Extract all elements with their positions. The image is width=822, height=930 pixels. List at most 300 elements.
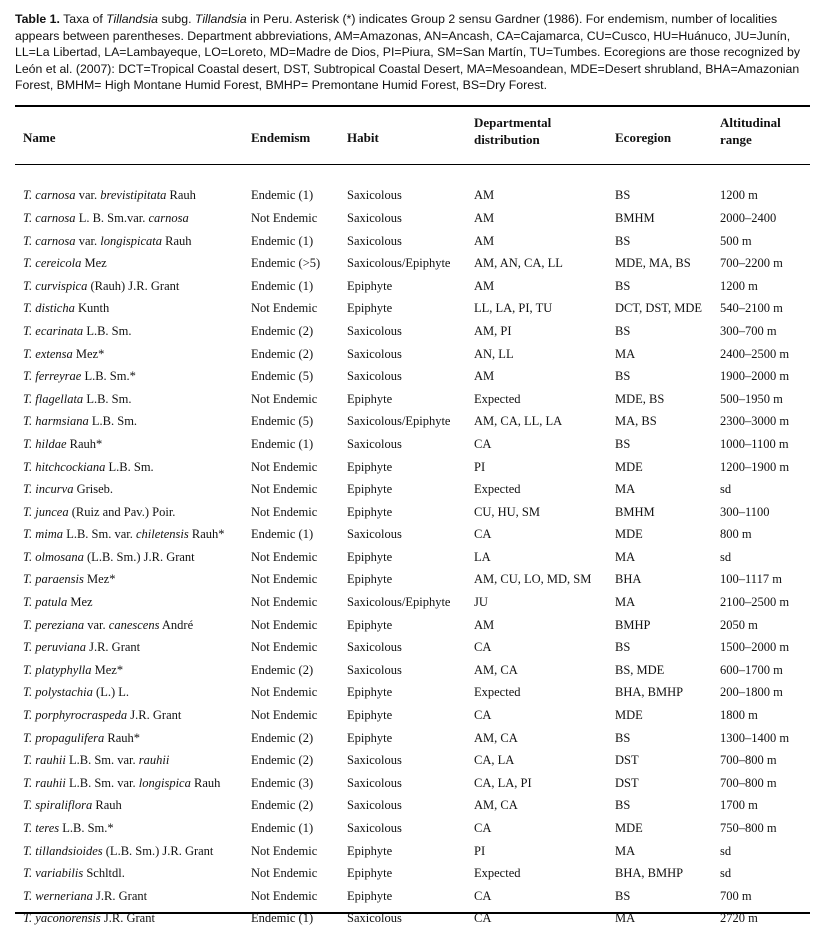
habit-cell: Saxicolous xyxy=(347,527,402,542)
taxon-epithet: T. variabilis xyxy=(23,866,84,881)
endemism-cell: Not Endemic xyxy=(251,888,318,903)
taxon-name-cell xyxy=(15,207,243,230)
altitude-cell: 2720 m xyxy=(720,911,758,926)
endemism-cell: Not Endemic xyxy=(251,595,318,610)
taxon-epithet: T. tillandsioides xyxy=(23,843,103,858)
altitude-cell: 1900–2000 m xyxy=(720,369,790,384)
taxon-name-cell xyxy=(15,433,243,456)
altitude-cell: 500–1950 m xyxy=(720,391,783,406)
taxon-epithet: T. carnosa xyxy=(23,210,76,225)
habit-cell: Saxicolous xyxy=(347,188,402,203)
endemism-cell: Endemic (1) xyxy=(251,188,314,203)
taxon-name-cell xyxy=(15,862,243,885)
endemism-cell: Endemic (2) xyxy=(251,753,314,768)
table-row xyxy=(15,795,810,818)
endemism-cell: Not Endemic xyxy=(251,843,318,858)
table-row xyxy=(15,433,810,456)
endemism-cell: Endemic (>5) xyxy=(251,256,321,271)
taxon-name-cell xyxy=(15,456,243,479)
taxon-name-cell xyxy=(15,524,243,547)
distribution-cell: LL, LA, PI, TU xyxy=(474,301,553,316)
taxon-name-cell xyxy=(15,682,243,705)
caption-text-b: subg. xyxy=(158,12,195,26)
endemism-cell: Endemic (2) xyxy=(251,662,314,677)
ecoregion-cell: MDE, BS xyxy=(615,391,665,406)
endemism-cell: Not Endemic xyxy=(251,866,318,881)
ecoregion-cell: MDE, MA, BS xyxy=(615,256,691,271)
habit-cell: Saxicolous xyxy=(347,210,402,225)
habit-cell: Epiphyte xyxy=(347,549,393,564)
taxon-authority: J.R. Grant xyxy=(92,888,148,903)
endemism-cell: Not Endemic xyxy=(251,504,318,519)
habit-cell: Saxicolous xyxy=(347,775,402,790)
altitude-cell: 300–700 m xyxy=(720,323,777,338)
taxon-epithet: T. extensa xyxy=(23,346,73,361)
taxon-name-cell xyxy=(15,885,243,908)
table-row xyxy=(15,388,810,411)
ecoregion-cell: MA xyxy=(615,346,636,361)
table-row xyxy=(15,636,810,659)
taxon-epithet: T. paraensis xyxy=(23,572,84,587)
distribution-cell: PI xyxy=(474,459,486,474)
altitude-cell: 2300–3000 m xyxy=(720,414,790,429)
habit-cell: Saxicolous xyxy=(347,346,402,361)
ecoregion-cell: BS, MDE xyxy=(615,662,665,677)
taxon-epithet: T. werneriana xyxy=(23,888,93,903)
habit-cell: Epiphyte xyxy=(347,391,393,406)
altitude-cell: 2400–2500 m xyxy=(720,346,790,361)
table-row xyxy=(15,727,810,750)
endemism-cell: Not Endemic xyxy=(251,617,318,632)
habit-cell: Saxicolous xyxy=(347,323,402,338)
ecoregion-cell: BS xyxy=(615,730,631,745)
ecoregion-cell: BHA, BMHP xyxy=(615,866,684,881)
endemism-cell: Not Endemic xyxy=(251,549,318,564)
taxon-name-cell xyxy=(15,908,243,930)
habit-cell: Epiphyte xyxy=(347,685,393,700)
table-row xyxy=(15,230,810,253)
ecoregion-cell: DCT, DST, MDE xyxy=(615,301,703,316)
table-row xyxy=(15,614,810,637)
taxon-authority: Rauh xyxy=(166,188,196,203)
table-row xyxy=(15,501,810,524)
endemism-cell: Not Endemic xyxy=(251,301,318,316)
distribution-cell: AM xyxy=(474,278,495,293)
taxon-name-cell xyxy=(15,840,243,863)
ecoregion-cell: MA xyxy=(615,843,636,858)
table-row xyxy=(15,343,810,366)
distribution-cell: AM xyxy=(474,188,495,203)
habit-cell: Epiphyte xyxy=(347,843,393,858)
habit-cell: Saxicolous xyxy=(347,911,402,926)
distribution-cell: LA xyxy=(474,549,491,564)
distribution-cell: CA xyxy=(474,527,492,542)
table-top-rule xyxy=(15,105,810,107)
ecoregion-cell: BS xyxy=(615,798,631,813)
altitude-cell: 500 m xyxy=(720,233,752,248)
ecoregion-cell: BS xyxy=(615,323,631,338)
taxon-epithet: T. curvispica xyxy=(23,278,88,293)
distribution-cell: Expected xyxy=(474,866,521,881)
taxon-authority: André xyxy=(159,617,194,632)
header-endemism: Endemism xyxy=(251,130,311,145)
altitude-cell: 750–800 m xyxy=(720,821,777,836)
altitude-cell: 540–2100 m xyxy=(720,301,783,316)
taxon-authority: Rauh* xyxy=(66,436,103,451)
taxon-authority: J.R. Grant xyxy=(100,911,155,926)
altitude-cell: 1800 m xyxy=(720,708,758,723)
taxon-authority: L.B. Sm. var. xyxy=(65,775,139,790)
taxon-authority: Rauh* xyxy=(188,527,225,542)
altitude-cell: 700–800 m xyxy=(720,753,777,768)
distribution-cell: AM xyxy=(474,210,495,225)
ecoregion-cell: BMHM xyxy=(615,210,655,225)
taxon-authority: L.B. Sm. xyxy=(83,391,132,406)
distribution-cell: Expected xyxy=(474,391,521,406)
taxon-name-cell xyxy=(15,546,243,569)
taxon-authority: Kunth xyxy=(74,301,110,316)
habit-cell: Saxicolous/Epiphyte xyxy=(347,414,451,429)
taxon-epithet: T. hildae xyxy=(23,436,67,451)
taxon-epithet: T. harmsiana xyxy=(23,414,89,429)
taxon-authority: L. B. Sm.var. xyxy=(75,210,149,225)
habit-cell: Epiphyte xyxy=(347,617,393,632)
taxon-name-cell xyxy=(15,772,243,795)
taxon-epithet: T. carnosa xyxy=(23,188,76,203)
spacer-cell xyxy=(15,162,810,185)
taxon-name-cell xyxy=(15,749,243,772)
endemism-cell: Endemic (1) xyxy=(251,911,314,926)
taxon-authority: Rauh* xyxy=(104,730,141,745)
taxon-authority: (L.) L. xyxy=(92,685,130,700)
altitude-cell: 300–1100 xyxy=(720,504,770,519)
altitude-cell: 700 m xyxy=(720,888,752,903)
endemism-cell: Endemic (2) xyxy=(251,346,314,361)
endemism-cell: Not Endemic xyxy=(251,685,318,700)
altitude-cell: 1200 m xyxy=(720,188,758,203)
table-row xyxy=(15,478,810,501)
ecoregion-cell: MA, BS xyxy=(615,414,657,429)
taxon-name-cell xyxy=(15,230,243,253)
ecoregion-cell: MDE xyxy=(615,821,643,836)
taxon-epithet: T. pereziana xyxy=(23,617,85,632)
distribution-cell: AM xyxy=(474,233,495,248)
ecoregion-cell: DST xyxy=(615,753,639,768)
taxon-name-cell xyxy=(15,704,243,727)
caption-subgenus: Tillandsia xyxy=(194,12,247,26)
distribution-cell: CA xyxy=(474,888,492,903)
table-row xyxy=(15,298,810,321)
taxon-authority: Rauh xyxy=(162,233,192,248)
taxon-epithet: T. platyphylla xyxy=(23,662,92,677)
table-body xyxy=(15,162,810,930)
ecoregion-cell: BS xyxy=(615,369,631,384)
taxon-authority: L.B. Sm. xyxy=(88,414,138,429)
table-row xyxy=(15,682,810,705)
taxon-authority: var. xyxy=(84,617,109,632)
taxon-authority: Rauh xyxy=(190,775,221,790)
taxon-name-cell xyxy=(15,343,243,366)
endemism-cell: Not Endemic xyxy=(251,572,318,587)
endemism-cell: Endemic (1) xyxy=(251,436,314,451)
taxon-name-cell xyxy=(15,365,243,388)
table-row xyxy=(15,252,810,275)
distribution-cell: AM, CA, LL, LA xyxy=(474,414,563,429)
habit-cell: Epiphyte xyxy=(347,888,393,903)
ecoregion-cell: BS xyxy=(615,436,631,451)
endemism-cell: Not Endemic xyxy=(251,210,318,225)
endemism-cell: Not Endemic xyxy=(251,640,318,655)
taxon-name-cell xyxy=(15,636,243,659)
ecoregion-cell: MDE xyxy=(615,708,643,723)
taxon-epithet: T. olmosana xyxy=(23,549,84,564)
habit-cell: Saxicolous/Epiphyte xyxy=(347,256,451,271)
taxon-authority: Mez* xyxy=(72,346,105,361)
taxon-epithet: T. ferreyrae xyxy=(23,369,82,384)
habit-cell: Epiphyte xyxy=(347,504,393,519)
table-row xyxy=(15,840,810,863)
taxon-epithet: T. carnosa xyxy=(23,233,76,248)
header-row xyxy=(15,114,810,162)
table-row xyxy=(15,456,810,479)
distribution-cell: CA xyxy=(474,708,492,723)
taxon-epithet: T. polystachia xyxy=(23,685,93,700)
taxon-epithet: T. flagellata xyxy=(23,391,84,406)
taxon-epithet: T. disticha xyxy=(23,301,75,316)
endemism-cell: Endemic (2) xyxy=(251,730,314,745)
taxon-name-cell xyxy=(15,817,243,840)
taxon-name-cell xyxy=(15,727,243,750)
taxon-epithet: T. hitchcockiana xyxy=(23,459,106,474)
taxon-authority: J.R. Grant xyxy=(127,708,182,723)
distribution-cell: Expected xyxy=(474,482,521,497)
distribution-cell: CA xyxy=(474,821,492,836)
taxon-authority: (Rauh) J.R. Grant xyxy=(87,278,180,293)
altitude-cell: sd xyxy=(720,549,732,564)
taxon-epithet: T. ecarinata xyxy=(23,323,84,338)
taxon-name-cell xyxy=(15,478,243,501)
taxon-authority: (L.B. Sm.) J.R. Grant xyxy=(83,549,195,564)
habit-cell: Saxicolous xyxy=(347,369,402,384)
ecoregion-cell: MA xyxy=(615,911,636,926)
taxon-authority: L.B. Sm. var. xyxy=(63,527,136,542)
endemism-cell: Not Endemic xyxy=(251,708,318,723)
altitude-cell: 2000–2400 xyxy=(720,210,777,225)
taxon-authority: L.B. Sm.* xyxy=(59,821,114,836)
altitude-cell: sd xyxy=(720,482,732,497)
table-row xyxy=(15,704,810,727)
taxon-authority: L.B. Sm. xyxy=(105,459,154,474)
taxon-authority: L.B. Sm. var. xyxy=(65,753,139,768)
taxon-epithet: carnosa xyxy=(148,210,189,225)
table-row xyxy=(15,749,810,772)
taxon-authority: var. xyxy=(75,233,101,248)
taxon-name-cell xyxy=(15,275,243,298)
endemism-cell: Endemic (5) xyxy=(251,369,314,384)
distribution-cell: CA xyxy=(474,640,492,655)
caption-genus: Tillandsia xyxy=(106,12,158,26)
endemism-cell: Endemic (1) xyxy=(251,821,314,836)
taxon-name-cell xyxy=(15,388,243,411)
ecoregion-cell: BMHP xyxy=(615,617,651,632)
taxon-epithet: T. rauhii xyxy=(23,775,66,790)
distribution-cell: AM, CU, LO, MD, SM xyxy=(474,572,592,587)
caption-text-c: in Peru. Asterisk (*) indicates Group 2 sensu Gardner (1986). For endemism, number of localities appears between parentheses. Department abbreviations, AM=Amazonas, AN=Ancash, CA=Cajamarca, CU=Cusco, HU=Huánuco, JU=Junín, LL=La Libertad, LA=Lambayeque, LO=Loreto, MD=Madre de Dios, PI=Piura, SM=San Martín, TU=Tumbes. Ecoregions are those recognized by León et al. (2007): DCT=Tropical Coastal desert, DST, Subtropical Coastal Desert, MA=Mesoandean, MDE=Desert shrubland, BHA=Amazonian Forest, BMHM= High Montane Humid Forest, BMHP= Premontane Humid Forest, BS=Dry Forest. xyxy=(15,12,801,93)
habit-cell: Saxicolous xyxy=(347,753,402,768)
endemism-cell: Not Endemic xyxy=(251,391,318,406)
taxon-name-cell xyxy=(15,298,243,321)
ecoregion-cell: BS xyxy=(615,188,631,203)
ecoregion-cell: MA xyxy=(615,595,636,610)
table-row xyxy=(15,591,810,614)
habit-cell: Saxicolous xyxy=(347,821,402,836)
habit-cell: Epiphyte xyxy=(347,482,393,497)
taxon-epithet: T. teres xyxy=(23,821,60,836)
table-row xyxy=(15,411,810,434)
taxon-authority: Mez* xyxy=(91,662,124,677)
taxon-name-cell xyxy=(15,614,243,637)
endemism-cell: Endemic (1) xyxy=(251,527,314,542)
header-altitudinal-range: Altitudinal range xyxy=(720,115,781,147)
table-row xyxy=(15,862,810,885)
altitude-cell: 1200–1900 m xyxy=(720,459,790,474)
taxon-epithet: T. porphyrocraspeda xyxy=(23,708,128,723)
taxon-epithet: brevistipitata xyxy=(100,188,167,203)
habit-cell: Saxicolous/Epiphyte xyxy=(347,595,451,610)
taxon-epithet: longispicata xyxy=(100,233,163,248)
body-spacer xyxy=(15,162,810,185)
taxon-epithet: T. juncea xyxy=(23,504,69,519)
altitude-cell: 800 m xyxy=(720,527,752,542)
header-departmental-distribution: Departmental distribution xyxy=(474,115,552,147)
taxon-name-cell xyxy=(15,501,243,524)
taxon-authority: Mez xyxy=(67,595,93,610)
endemism-cell: Endemic (5) xyxy=(251,414,314,429)
altitude-cell: 700–2200 m xyxy=(720,256,783,271)
taxon-epithet: T. cereicola xyxy=(23,256,82,271)
ecoregion-cell: BHA, BMHP xyxy=(615,685,684,700)
table-row xyxy=(15,275,810,298)
taxon-authority: Schltdl. xyxy=(83,866,125,881)
taxon-authority: Mez xyxy=(81,256,107,271)
taxon-authority: J.R. Grant xyxy=(85,640,141,655)
table-row xyxy=(15,817,810,840)
distribution-cell: JU xyxy=(474,595,488,610)
ecoregion-cell: BS xyxy=(615,278,631,293)
distribution-cell: AM, PI xyxy=(474,323,512,338)
taxon-name-cell xyxy=(15,659,243,682)
altitude-cell: 1300–1400 m xyxy=(720,730,790,745)
table-row xyxy=(15,185,810,208)
distribution-cell: AM, CA xyxy=(474,662,518,677)
distribution-cell: AM, AN, CA, LL xyxy=(474,256,563,271)
taxon-name-cell xyxy=(15,569,243,592)
table-row xyxy=(15,659,810,682)
altitude-cell: 1000–1100 m xyxy=(720,436,789,451)
table-header xyxy=(15,114,810,162)
habit-cell: Saxicolous xyxy=(347,233,402,248)
taxon-authority: Mez* xyxy=(83,572,116,587)
habit-cell: Epiphyte xyxy=(347,572,393,587)
altitude-cell: 700–800 m xyxy=(720,775,777,790)
taxon-epithet: T. rauhii xyxy=(23,753,66,768)
table-row xyxy=(15,885,810,908)
table-row xyxy=(15,524,810,547)
taxon-epithet: chiletensis xyxy=(135,527,189,542)
header-ecoregion: Ecoregion xyxy=(615,130,672,145)
ecoregion-cell: MA xyxy=(615,549,636,564)
table-row xyxy=(15,320,810,343)
taxon-epithet: T. patula xyxy=(23,595,68,610)
taxon-epithet: T. spiraliflora xyxy=(23,798,93,813)
altitude-cell: 1200 m xyxy=(720,278,758,293)
table-row xyxy=(15,365,810,388)
ecoregion-cell: BS xyxy=(615,640,631,655)
taxon-epithet: T. incurva xyxy=(23,482,74,497)
altitude-cell: 600–1700 m xyxy=(720,662,783,677)
ecoregion-cell: BHA xyxy=(615,572,642,587)
altitude-cell: 1700 m xyxy=(720,798,758,813)
taxon-epithet: T. peruviana xyxy=(23,640,86,655)
distribution-cell: AM, CA xyxy=(474,798,518,813)
habit-cell: Epiphyte xyxy=(347,301,393,316)
distribution-cell: CA, LA, PI xyxy=(474,775,532,790)
distribution-cell: AN, LL xyxy=(474,346,514,361)
taxon-name-cell xyxy=(15,591,243,614)
taxon-epithet: longispica xyxy=(138,775,191,790)
taxon-name-cell xyxy=(15,252,243,275)
header-habit: Habit xyxy=(347,130,379,145)
distribution-cell: CA, LA xyxy=(474,753,515,768)
altitude-cell: 2050 m xyxy=(720,617,758,632)
habit-cell: Saxicolous xyxy=(347,662,402,677)
endemism-cell: Endemic (1) xyxy=(251,233,314,248)
table-row xyxy=(15,772,810,795)
table-row xyxy=(15,207,810,230)
endemism-cell: Endemic (2) xyxy=(251,323,314,338)
taxa-table xyxy=(15,114,810,930)
distribution-cell: AM, CA xyxy=(474,730,518,745)
ecoregion-cell: BMHM xyxy=(615,504,655,519)
taxon-authority: (Ruiz and Pav.) Poir. xyxy=(68,504,176,519)
altitude-cell: 2100–2500 m xyxy=(720,595,790,610)
habit-cell: Saxicolous xyxy=(347,436,402,451)
table-row xyxy=(15,546,810,569)
ecoregion-cell: MDE xyxy=(615,459,643,474)
altitude-cell: 1500–2000 m xyxy=(720,640,790,655)
distribution-cell: CA xyxy=(474,436,492,451)
endemism-cell: Endemic (3) xyxy=(251,775,314,790)
distribution-cell: CU, HU, SM xyxy=(474,504,540,519)
caption-text-a: Taxa of xyxy=(59,12,107,26)
endemism-cell: Not Endemic xyxy=(251,459,318,474)
table-row xyxy=(15,569,810,592)
endemism-cell: Endemic (2) xyxy=(251,798,314,813)
distribution-cell: AM xyxy=(474,617,495,632)
habit-cell: Epiphyte xyxy=(347,708,393,723)
distribution-cell: CA xyxy=(474,911,492,926)
altitude-cell: 100–1117 m xyxy=(720,572,782,587)
habit-cell: Epiphyte xyxy=(347,459,393,474)
taxon-name-cell xyxy=(15,411,243,434)
table-label: Table 1. xyxy=(15,12,60,26)
header-name: Name xyxy=(23,130,56,145)
taxon-authority: L.B. Sm. xyxy=(83,323,132,338)
taxon-epithet: T. yaconorensis xyxy=(23,911,101,926)
taxon-authority: L.B. Sm.* xyxy=(81,369,136,384)
taxon-authority: Griseb. xyxy=(73,482,114,497)
table-row xyxy=(15,908,810,930)
